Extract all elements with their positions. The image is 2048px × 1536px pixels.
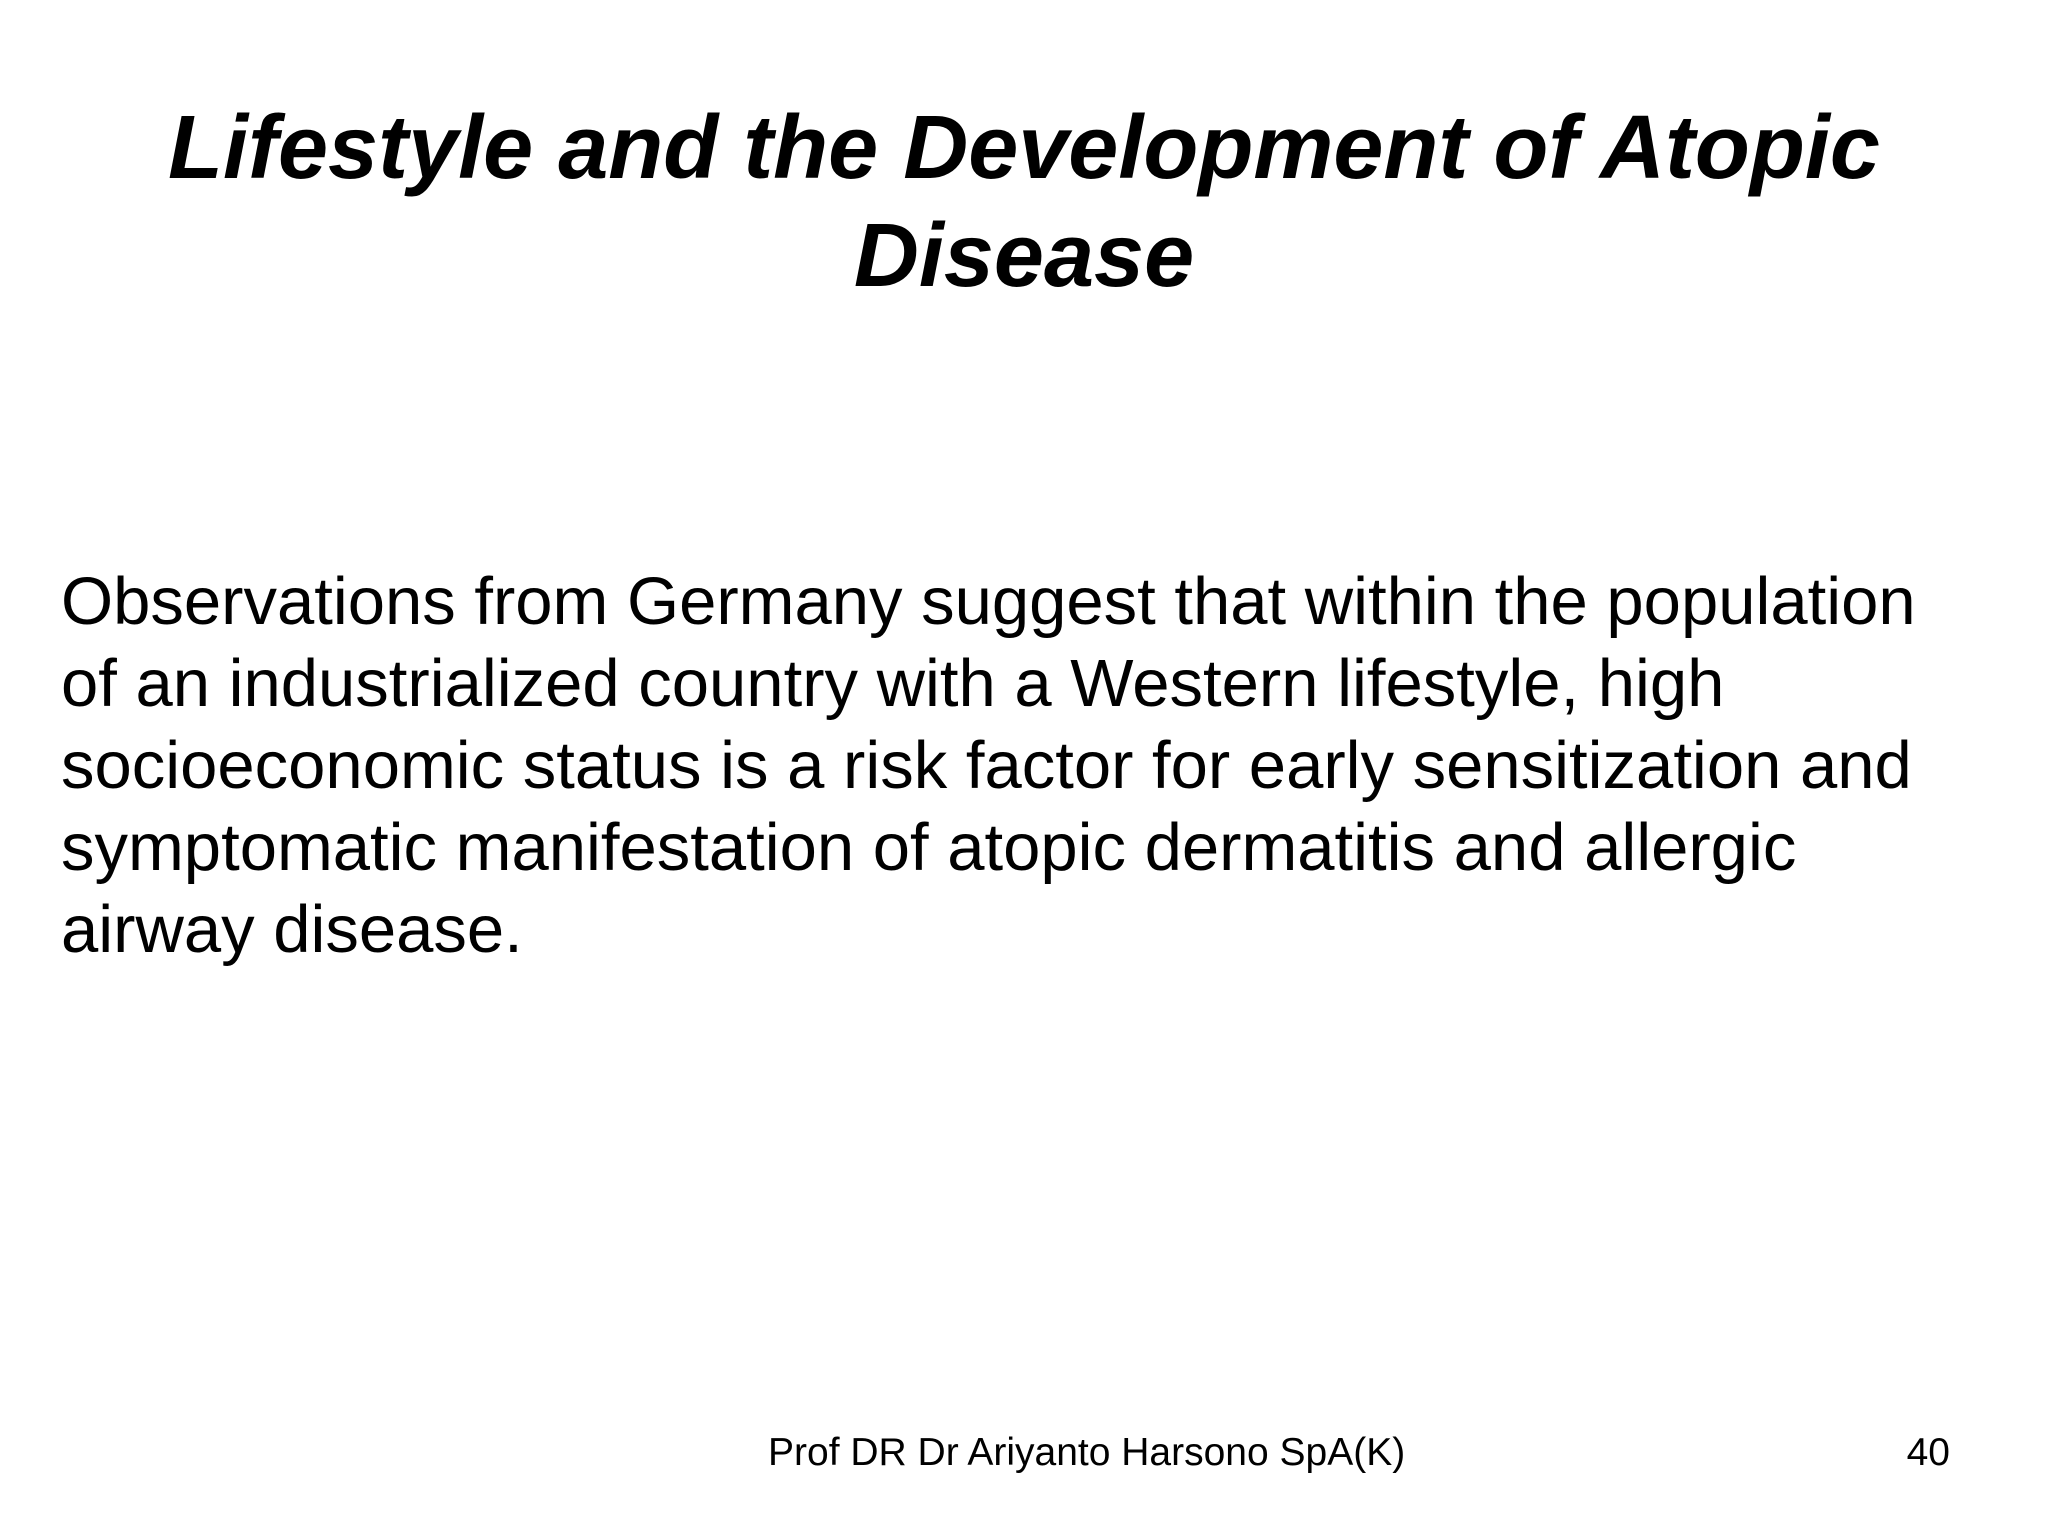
body-line-4: symptomatic manifestation of atopic dermatitis and allergic <box>61 810 1797 885</box>
slide-title <box>80 94 1968 310</box>
slide-body-paragraph <box>61 561 1991 971</box>
slide-title-line-1: Lifestyle and the Development of Atopic <box>168 98 1880 198</box>
body-line-3: socioeconomic status is a risk factor for early sensitization and <box>61 728 1912 803</box>
body-line-2: of an industrialized country with a Western lifestyle, high <box>61 646 1725 721</box>
footer-author: Prof DR Dr Ariyanto Harsono SpA(K) <box>768 1431 1406 1474</box>
body-line-5: airway disease. <box>61 892 523 967</box>
slide-number: 40 <box>1906 1431 1950 1474</box>
body-line-1: Observations from Germany suggest that within the population <box>61 564 1916 639</box>
slide-title-line-2: Disease <box>853 206 1195 306</box>
